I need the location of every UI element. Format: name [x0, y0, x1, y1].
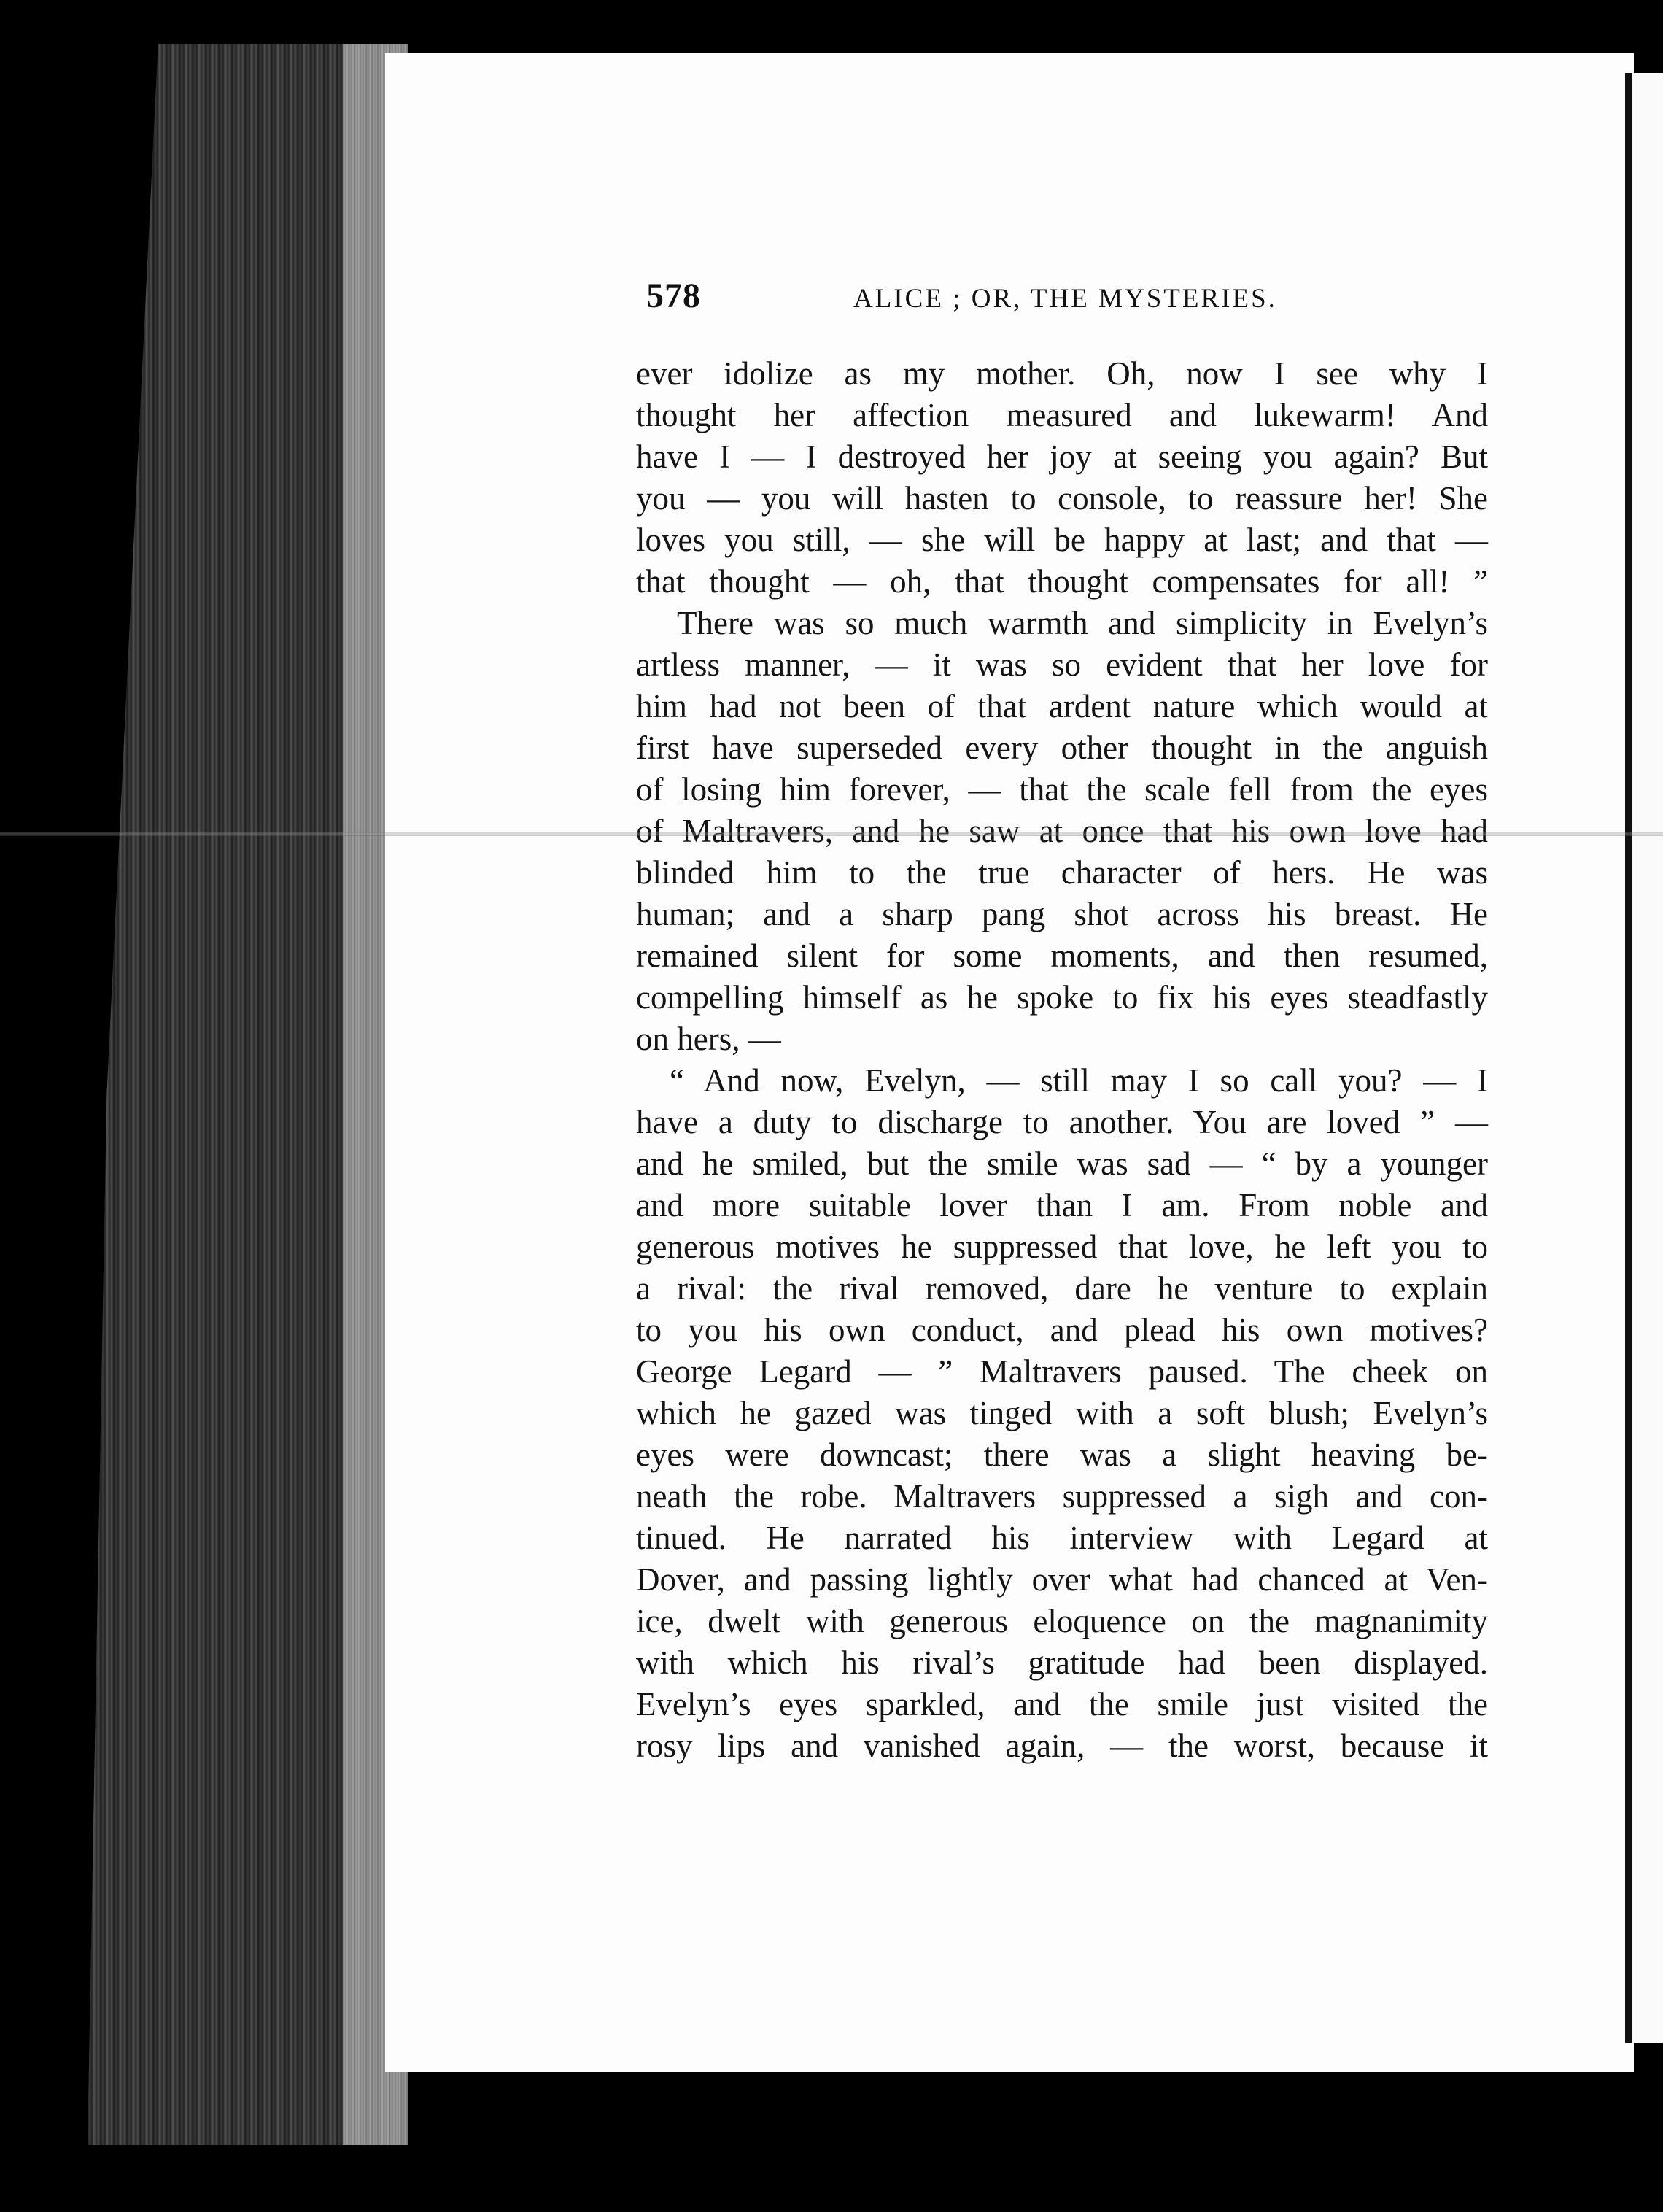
text-line: George Legard — ” Maltravers paused. The cheek on: [636, 1353, 1488, 1390]
text-line: There was so much warmth and simplicity in Evelyn’s: [677, 605, 1488, 641]
text-line: you — you will hasten to console, to reassure her! She: [636, 480, 1488, 517]
text-line: have a duty to discharge to another. You are loved ” —: [636, 1104, 1488, 1140]
text-line: ever idolize as my mother. Oh, now I see why I: [636, 355, 1488, 392]
text-line: eyes were downcast; there was a slight heaving be-: [636, 1436, 1488, 1473]
text-line: that thought — oh, that thought compensates for all! ”: [636, 563, 1488, 600]
text-line: artless manner, — it was so evident that her love for: [636, 646, 1488, 683]
text-line: rosy lips and vanished again, — the worst, because it: [636, 1728, 1488, 1764]
text-line: Evelyn’s eyes sparkled, and the smile just visited the: [636, 1686, 1488, 1722]
text-line: Dover, and passing lightly over what had chanced at Ven-: [636, 1561, 1488, 1598]
text-line: compelling himself as he spoke to fix his eyes steadfastly: [636, 979, 1488, 1016]
text-line: loves you still, — she will be happy at last; and that —: [636, 522, 1488, 558]
text-line: tinued. He narrated his interview with Legard at: [636, 1520, 1488, 1556]
text-line: and he smiled, but the smile was sad — “ by a younger: [636, 1145, 1488, 1182]
text-line: a rival: the rival removed, dare he venture to explain: [636, 1270, 1488, 1307]
text-line: to you his own conduct, and plead his own motives?: [636, 1312, 1488, 1348]
text-line: on hers, —: [636, 1021, 781, 1057]
text-line: blinded him to the true character of hers. He was: [636, 854, 1488, 891]
text-line: him had not been of that ardent nature which would at: [636, 688, 1488, 724]
text-line: have I — I destroyed her joy at seeing you again? But: [636, 438, 1488, 475]
text-line: and more suitable lover than I am. From noble and: [636, 1187, 1488, 1223]
text-line: of Maltravers, and he saw at once that his own love had: [636, 813, 1488, 849]
text-line: “ And now, Evelyn, — still may I so call you? — I: [670, 1062, 1488, 1099]
text-line: which he gazed was tinged with a soft blush; Evelyn’s: [636, 1395, 1488, 1431]
page-number: 578: [646, 276, 701, 315]
text-line: first have superseded every other thought in the anguish: [636, 730, 1488, 766]
text-line: generous motives he suppressed that love, he left you to: [636, 1229, 1488, 1265]
facing-page-gutter: [1625, 73, 1632, 2043]
running-head: ALICE ; OR, THE MYSTERIES.: [853, 284, 1277, 314]
facing-page-sliver: [1632, 73, 1663, 2043]
page-header: [646, 276, 1492, 320]
text-line: thought her affection measured and lukewarm! And: [636, 397, 1488, 433]
scan-artifact-line: [0, 832, 1663, 836]
text-line: ice, dwelt with generous eloquence on the magnanimity: [636, 1603, 1488, 1639]
text-line: of losing him forever, — that the scale fell from the eyes: [636, 771, 1488, 808]
text-line: neath the robe. Maltravers suppressed a sigh and con-: [636, 1478, 1488, 1515]
text-line: with which his rival’s gratitude had been displayed.: [636, 1644, 1488, 1681]
text-line: remained silent for some moments, and then resumed,: [636, 937, 1488, 974]
text-line: human; and a sharp pang shot across his breast. He: [636, 896, 1488, 932]
body-text: [636, 353, 1488, 1767]
